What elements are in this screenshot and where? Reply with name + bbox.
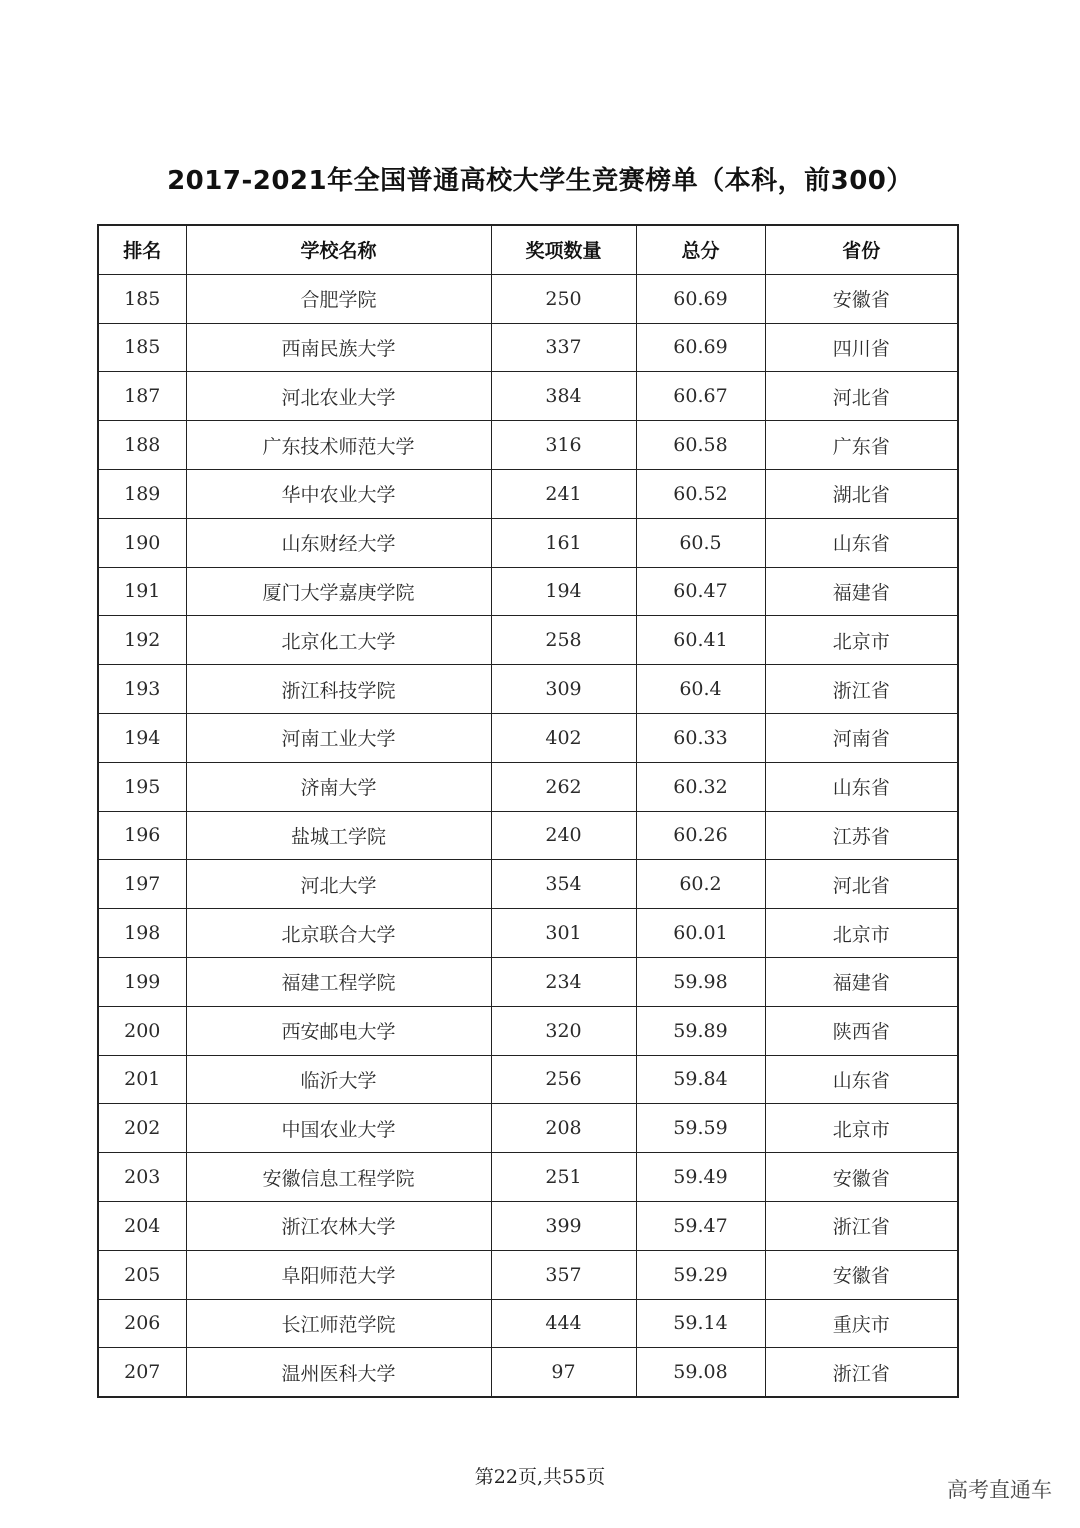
total-score-cell: 60.01 <box>636 909 765 958</box>
province-cell: 福建省 <box>765 957 958 1006</box>
table-row <box>98 1055 958 1104</box>
header-total-score: 总分 <box>636 225 765 274</box>
school-name-cell: 北京化工大学 <box>186 616 491 665</box>
rank-cell: 198 <box>98 909 186 958</box>
rank-cell: 207 <box>98 1348 186 1397</box>
rank-cell: 199 <box>98 957 186 1006</box>
province-cell: 安徽省 <box>765 274 958 323</box>
province-cell: 河南省 <box>765 713 958 762</box>
total-score-cell: 59.47 <box>636 1201 765 1250</box>
school-name-cell: 浙江科技学院 <box>186 665 491 714</box>
award-count-cell: 320 <box>491 1006 636 1055</box>
award-count-cell: 240 <box>491 811 636 860</box>
header-rank: 排名 <box>98 225 186 274</box>
province-cell: 陕西省 <box>765 1006 958 1055</box>
table-row <box>98 1250 958 1299</box>
total-score-cell: 59.14 <box>636 1299 765 1348</box>
rank-cell: 197 <box>98 860 186 909</box>
rank-cell: 204 <box>98 1201 186 1250</box>
award-count-cell: 262 <box>491 762 636 811</box>
total-score-cell: 60.69 <box>636 274 765 323</box>
award-count-cell: 316 <box>491 421 636 470</box>
header-school-name: 学校名称 <box>186 225 491 274</box>
rank-cell: 195 <box>98 762 186 811</box>
total-score-cell: 59.29 <box>636 1250 765 1299</box>
table-row <box>98 811 958 860</box>
award-count-cell: 357 <box>491 1250 636 1299</box>
award-count-cell: 250 <box>491 274 636 323</box>
school-name-cell: 河南工业大学 <box>186 713 491 762</box>
school-name-cell: 河北农业大学 <box>186 372 491 421</box>
award-count-cell: 354 <box>491 860 636 909</box>
total-score-cell: 59.84 <box>636 1055 765 1104</box>
table-row <box>98 762 958 811</box>
table-row <box>98 957 958 1006</box>
watermark: 高考直通车 <box>947 1478 1052 1502</box>
province-cell: 四川省 <box>765 323 958 372</box>
award-count-cell: 337 <box>491 323 636 372</box>
total-score-cell: 59.08 <box>636 1348 765 1397</box>
school-name-cell: 温州医科大学 <box>186 1348 491 1397</box>
page-title: 2017-2021年全国普通高校大学生竞赛榜单（本科，前300） <box>167 166 913 196</box>
rank-cell: 200 <box>98 1006 186 1055</box>
province-cell: 重庆市 <box>765 1299 958 1348</box>
award-count-cell: 258 <box>491 616 636 665</box>
rank-cell: 206 <box>98 1299 186 1348</box>
total-score-cell: 59.59 <box>636 1104 765 1153</box>
rank-cell: 203 <box>98 1153 186 1202</box>
total-score-cell: 59.98 <box>636 957 765 1006</box>
rank-cell: 202 <box>98 1104 186 1153</box>
rank-cell: 205 <box>98 1250 186 1299</box>
total-score-cell: 60.4 <box>636 665 765 714</box>
total-score-cell: 60.32 <box>636 762 765 811</box>
total-score-cell: 60.26 <box>636 811 765 860</box>
total-score-cell: 60.41 <box>636 616 765 665</box>
school-name-cell: 长江师范学院 <box>186 1299 491 1348</box>
rank-cell: 193 <box>98 665 186 714</box>
province-cell: 浙江省 <box>765 665 958 714</box>
province-cell: 山东省 <box>765 762 958 811</box>
province-cell: 北京市 <box>765 1104 958 1153</box>
total-score-cell: 60.67 <box>636 372 765 421</box>
school-name-cell: 合肥学院 <box>186 274 491 323</box>
table-body <box>98 274 958 1397</box>
school-name-cell: 中国农业大学 <box>186 1104 491 1153</box>
table-row <box>98 1104 958 1153</box>
school-name-cell: 安徽信息工程学院 <box>186 1153 491 1202</box>
table-row <box>98 323 958 372</box>
province-cell: 广东省 <box>765 421 958 470</box>
total-score-cell: 60.69 <box>636 323 765 372</box>
award-count-cell: 251 <box>491 1153 636 1202</box>
rank-cell: 192 <box>98 616 186 665</box>
school-name-cell: 山东财经大学 <box>186 518 491 567</box>
school-name-cell: 浙江农林大学 <box>186 1201 491 1250</box>
table-row <box>98 1348 958 1397</box>
total-score-cell: 60.33 <box>636 713 765 762</box>
province-cell: 安徽省 <box>765 1250 958 1299</box>
total-score-cell: 59.49 <box>636 1153 765 1202</box>
school-name-cell: 广东技术师范大学 <box>186 421 491 470</box>
table-row <box>98 567 958 616</box>
school-name-cell: 厦门大学嘉庚学院 <box>186 567 491 616</box>
award-count-cell: 309 <box>491 665 636 714</box>
school-name-cell: 北京联合大学 <box>186 909 491 958</box>
award-count-cell: 256 <box>491 1055 636 1104</box>
school-name-cell: 西南民族大学 <box>186 323 491 372</box>
table-row <box>98 1299 958 1348</box>
header-province: 省份 <box>765 225 958 274</box>
province-cell: 安徽省 <box>765 1153 958 1202</box>
school-name-cell: 阜阳师范大学 <box>186 1250 491 1299</box>
award-count-cell: 444 <box>491 1299 636 1348</box>
award-count-cell: 234 <box>491 957 636 1006</box>
total-score-cell: 60.5 <box>636 518 765 567</box>
award-count-cell: 97 <box>491 1348 636 1397</box>
school-name-cell: 临沂大学 <box>186 1055 491 1104</box>
province-cell: 河北省 <box>765 372 958 421</box>
award-count-cell: 384 <box>491 372 636 421</box>
award-count-cell: 402 <box>491 713 636 762</box>
table-header-row <box>98 225 958 274</box>
province-cell: 湖北省 <box>765 469 958 518</box>
table-row <box>98 421 958 470</box>
table-row <box>98 909 958 958</box>
award-count-cell: 208 <box>491 1104 636 1153</box>
rank-cell: 188 <box>98 421 186 470</box>
province-cell: 北京市 <box>765 909 958 958</box>
total-score-cell: 60.47 <box>636 567 765 616</box>
province-cell: 福建省 <box>765 567 958 616</box>
rank-cell: 190 <box>98 518 186 567</box>
award-count-cell: 399 <box>491 1201 636 1250</box>
ranking-table <box>97 224 959 1398</box>
rank-cell: 194 <box>98 713 186 762</box>
total-score-cell: 60.52 <box>636 469 765 518</box>
page-number: 第22页,共55页 <box>474 1466 606 1488</box>
province-cell: 浙江省 <box>765 1201 958 1250</box>
total-score-cell: 60.58 <box>636 421 765 470</box>
total-score-cell: 59.89 <box>636 1006 765 1055</box>
rank-cell: 201 <box>98 1055 186 1104</box>
rank-cell: 185 <box>98 274 186 323</box>
rank-cell: 191 <box>98 567 186 616</box>
table-row <box>98 372 958 421</box>
table-row <box>98 713 958 762</box>
table-row <box>98 1153 958 1202</box>
table-row <box>98 1006 958 1055</box>
rank-cell: 187 <box>98 372 186 421</box>
table-row <box>98 518 958 567</box>
school-name-cell: 盐城工学院 <box>186 811 491 860</box>
province-cell: 河北省 <box>765 860 958 909</box>
table-row <box>98 616 958 665</box>
table-row <box>98 469 958 518</box>
award-count-cell: 194 <box>491 567 636 616</box>
table-row <box>98 860 958 909</box>
table-row <box>98 665 958 714</box>
award-count-cell: 161 <box>491 518 636 567</box>
school-name-cell: 河北大学 <box>186 860 491 909</box>
school-name-cell: 福建工程学院 <box>186 957 491 1006</box>
rank-cell: 189 <box>98 469 186 518</box>
award-count-cell: 241 <box>491 469 636 518</box>
total-score-cell: 60.2 <box>636 860 765 909</box>
school-name-cell: 华中农业大学 <box>186 469 491 518</box>
award-count-cell: 301 <box>491 909 636 958</box>
province-cell: 山东省 <box>765 1055 958 1104</box>
province-cell: 浙江省 <box>765 1348 958 1397</box>
table-row <box>98 274 958 323</box>
province-cell: 江苏省 <box>765 811 958 860</box>
province-cell: 山东省 <box>765 518 958 567</box>
rank-cell: 185 <box>98 323 186 372</box>
header-award-count: 奖项数量 <box>491 225 636 274</box>
school-name-cell: 西安邮电大学 <box>186 1006 491 1055</box>
province-cell: 北京市 <box>765 616 958 665</box>
school-name-cell: 济南大学 <box>186 762 491 811</box>
rank-cell: 196 <box>98 811 186 860</box>
table-row <box>98 1201 958 1250</box>
